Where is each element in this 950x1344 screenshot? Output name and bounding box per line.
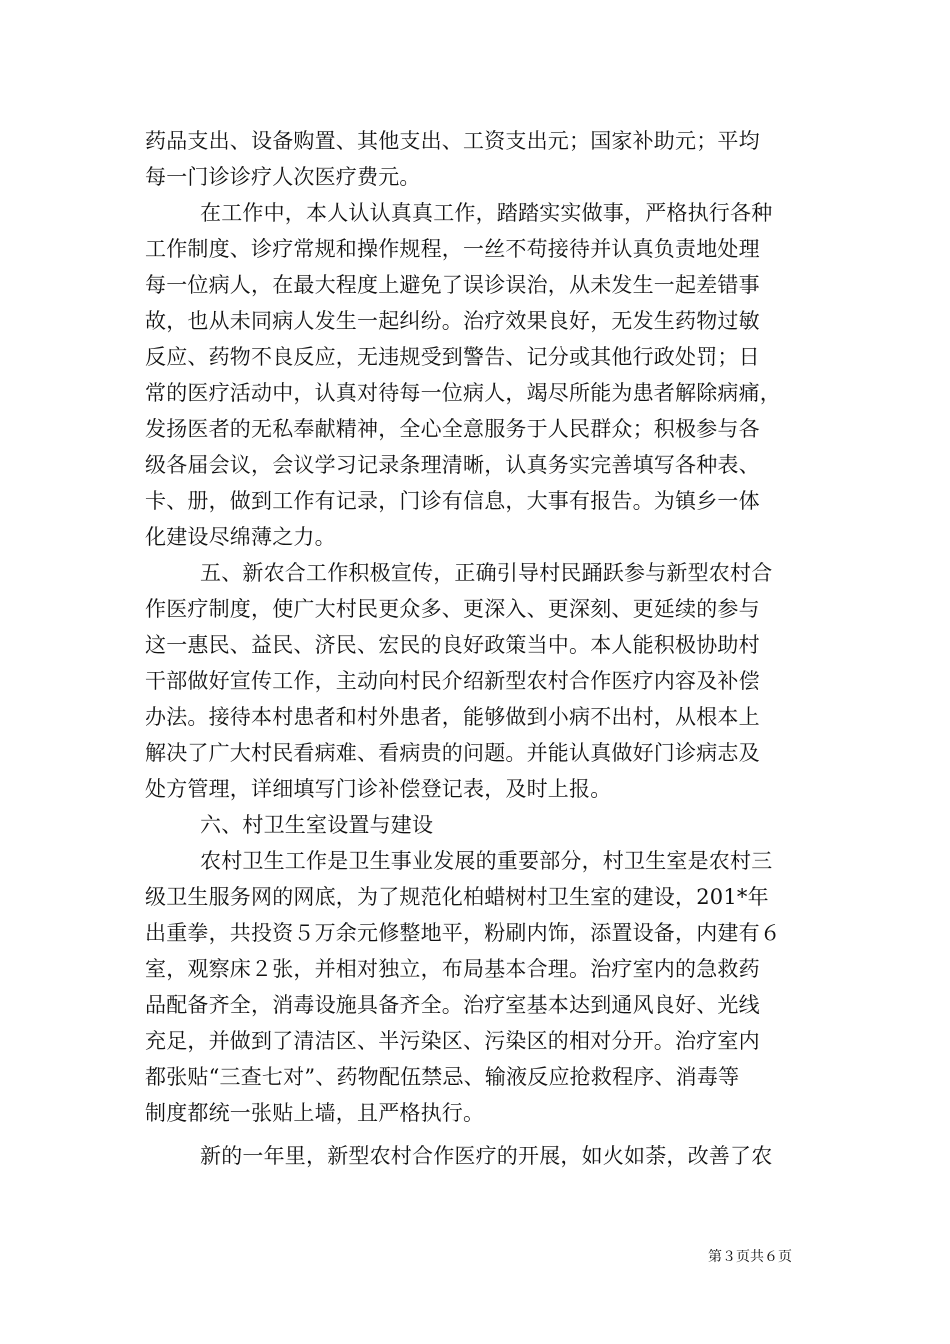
text-line: 每一门诊诊疗人次医疗费元。 [145,165,421,189]
text-line: 化建设尽绵薄之力。 [145,525,336,549]
text-line: 处方管理，详细填写门诊补偿登记表，及时上报。 [145,777,612,801]
text-line: 故，也从未同病人发生一起纠纷。治疗效果良好，无发生药物过敏 [145,309,760,333]
text-line: 解决了广大村民看病难、看病贵的问题。并能认真做好门诊病志及 [145,741,760,765]
paragraph-start-line: 农村卫生工作是卫生事业发展的重要部分，村卫生室是农村三 [200,849,773,873]
text-line: 级各届会议，会议学习记录条理清晰，认真务实完善填写各种表、 [145,453,760,477]
text-line: 室，观察床２张，并相对独立，布局基本合理。治疗室内的急救药 [145,957,760,981]
section-heading: 六、村卫生室设置与建设 [200,813,434,837]
text-line: 反应、药物不良反应，无违规受到警告、记分或其他行政处罚；日 [145,345,760,369]
text-line: 品配备齐全，消毒设施具备齐全。治疗室基本达到通风良好、光线 [145,993,760,1017]
paragraph-start-line: 五、新农合工作积极宣传，正确引导村民踊跃参与新型农村合 [200,561,773,585]
text-line: 级卫生服务网的网底，为了规范化柏蜡树村卫生室的建设，201*年 [145,885,769,909]
text-line: 药品支出、设备购置、其他支出、工资支出元；国家补助元；平均 [145,129,760,153]
paragraph-start-line: 在工作中，本人认认真真工作，踏踏实实做事，严格执行各种 [200,201,773,225]
text-line: 充足，并做到了清洁区、半污染区、污染区的相对分开。治疗室内 [145,1029,760,1053]
page-number: 第３页共６页 [708,1249,792,1265]
text-line: 卡、册，做到工作有记录，门诊有信息，大事有报告。为镇乡一体 [145,489,760,513]
text-line: 办法。接待本村患者和村外患者，能够做到小病不出村，从根本上 [145,705,760,729]
text-line: 常的医疗活动中，认真对待每一位病人，竭尽所能为患者解除病痛， [145,381,781,405]
paragraph-start-line: 新的一年里，新型农村合作医疗的开展，如火如荼，改善了农 [200,1144,773,1168]
text-line: 工作制度、诊疗常规和操作规程，一丝不苟接待并认真负责地处理 [145,237,760,261]
text-line: 出重拳，共投资５万余元修整地平，粉刷内饰，添置设备，内建有６ [145,921,781,945]
text-line: 都张贴“三查七对”、药物配伍禁忌、输液反应抢救程序、消毒等 [145,1065,740,1089]
text-line: 每一位病人，在最大程度上避免了误诊误治，从未发生一起差错事 [145,273,760,297]
text-line: 作医疗制度，使广大村民更众多、更深入、更深刻、更延续的参与 [145,597,760,621]
text-line: 这一惠民、益民、济民、宏民的良好政策当中。本人能积极协助村 [145,633,760,657]
text-line: 干部做好宣传工作，主动向村民介绍新型农村合作医疗内容及补偿 [145,669,760,693]
text-line: 发扬医者的无私奉献精神，全心全意服务于人民群众；积极参与各 [145,417,760,441]
text-line: 制度都统一张贴上墙，且严格执行。 [145,1101,485,1125]
